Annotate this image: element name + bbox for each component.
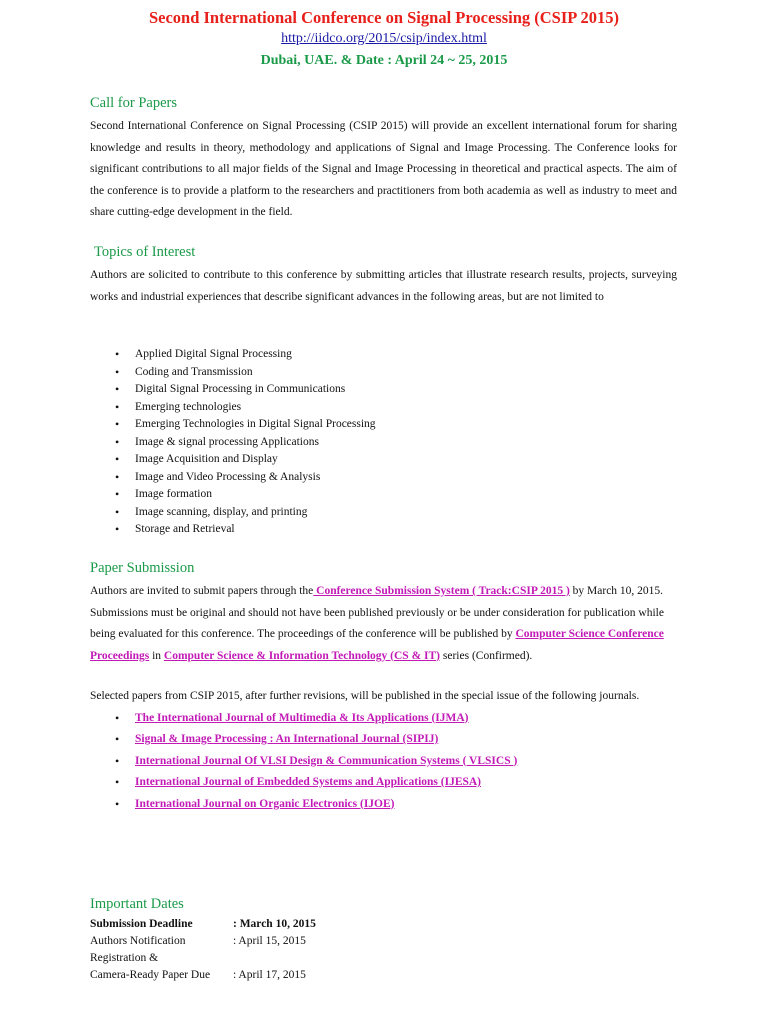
topics-section: [90, 243, 677, 308]
submission-system-link[interactable]: Conference Submission System ( Track:CSIP 2015 ): [313, 585, 570, 597]
topics-list-container: [90, 346, 677, 539]
topic-item: • Storage and Retrieval: [90, 521, 677, 539]
date-row: [90, 950, 316, 967]
submission-text-a: Authors are invited to submit papers through the: [90, 585, 314, 597]
conference-title: Second International Conference on Signal Processing (CSIP 2015): [148, 8, 620, 27]
topic-item: • Image formation: [90, 486, 677, 504]
call-for-papers-section: [90, 94, 677, 224]
cs-it-link[interactable]: Computer Science & Information Technology (CS & IT): [163, 649, 441, 662]
topic-item: • Image Acquisition and Display: [90, 451, 677, 469]
date-row: [90, 916, 316, 933]
journal-item: [90, 794, 677, 816]
topic-item: • Image & signal processing Applications: [90, 434, 677, 452]
important-dates-section: [90, 895, 677, 984]
topic-item: • Digital Signal Processing in Communications: [90, 381, 677, 399]
topic-item: • Coding and Transmission: [90, 364, 677, 382]
topic-item: • Emerging technologies: [90, 399, 677, 417]
conference-header: [0, 0, 768, 70]
journal-item: [90, 772, 677, 794]
topic-item: • Image and Video Processing & Analysis: [90, 469, 677, 487]
date-row: [90, 967, 316, 984]
date-value: : March 10, 2015: [233, 918, 316, 930]
topic-item: • Applied Digital Signal Processing: [90, 346, 677, 364]
topic-item: • Image scanning, display, and printing: [90, 504, 677, 522]
conference-location-date: Dubai, UAE. & Date : April 24 ~ 25, 2015: [260, 53, 508, 68]
date-value: : April 15, 2015: [233, 935, 306, 947]
topic-item: • Emerging Technologies in Digital Signal Processing: [90, 416, 677, 434]
call-for-papers-text: Second International Conference on Signal Processing (CSIP 2015) will provide an excellent international forum for sharing knowledge and results in theory, methodology and applications of Signal and Image Processing. The Conference looks for significant contributions to all major fields of the Signal and Image Processing in theoretical and practical aspects. The aim of the conference is to provide a platform to the researchers and practitioners from both academia as well as industry to meet and share cutting-edge development in the field.: [90, 120, 677, 218]
submission-text-d: series (Confirmed).: [440, 649, 533, 662]
date-label: Camera-Ready Paper Due: [90, 969, 211, 981]
submission-text-b: by March 10, 2015. Submissions must be original and should not have been published previously or be under consideration for publication while being evaluated for this conference. The proceedings of the conference will be published by: [90, 585, 664, 640]
date-label: Registration &: [90, 952, 159, 964]
journals-list: [90, 708, 677, 816]
journal-item: [90, 708, 677, 730]
topics-heading: Topics of Interest: [94, 244, 196, 260]
journal-link[interactable]: International Journal of Embedded Systems and Applications (IJESA): [135, 776, 482, 788]
date-row: [90, 933, 316, 950]
paper-submission-section: [90, 559, 677, 815]
dates-table: [90, 916, 316, 984]
proceedings-link[interactable]: Computer Science Conference Proceedings: [90, 628, 664, 662]
submission-text-c: in: [149, 649, 164, 662]
call-for-papers-heading: Call for Papers: [90, 95, 177, 111]
paper-submission-heading: Paper Submission: [90, 560, 195, 576]
conference-url-link[interactable]: http://iidco.org/2015/csip/index.html: [281, 31, 487, 46]
important-dates-heading: Important Dates: [90, 896, 184, 912]
journal-link[interactable]: International Journal Of VLSI Design & Communication Systems ( VLSICS ): [135, 754, 518, 767]
date-value: [233, 950, 316, 967]
date-label: Authors Notification: [90, 935, 186, 947]
date-value: : April 17, 2015: [233, 969, 306, 981]
journal-link[interactable]: International Journal on Organic Electronics (IJOE): [135, 797, 395, 810]
submission-paragraph: [90, 581, 677, 667]
journal-item: [90, 751, 677, 773]
journal-link[interactable]: The International Journal of Multimedia & Its Applications (IJMA): [135, 711, 469, 724]
selected-papers-text: Selected papers from CSIP 2015, after further revisions, will be published in the special issue of the following journals.: [90, 690, 640, 702]
journal-item: [90, 729, 677, 751]
topics-intro: Authors are solicited to contribute to this conference by submitting articles that illustrate research results, projects, surveying works and industrial experiences that describe significant advances in the following areas, but are not limited to: [90, 269, 677, 303]
date-label: Submission Deadline: [90, 918, 193, 930]
journal-link[interactable]: Signal & Image Processing : An International Journal (SIPIJ): [135, 733, 439, 745]
topics-list: [90, 346, 677, 539]
